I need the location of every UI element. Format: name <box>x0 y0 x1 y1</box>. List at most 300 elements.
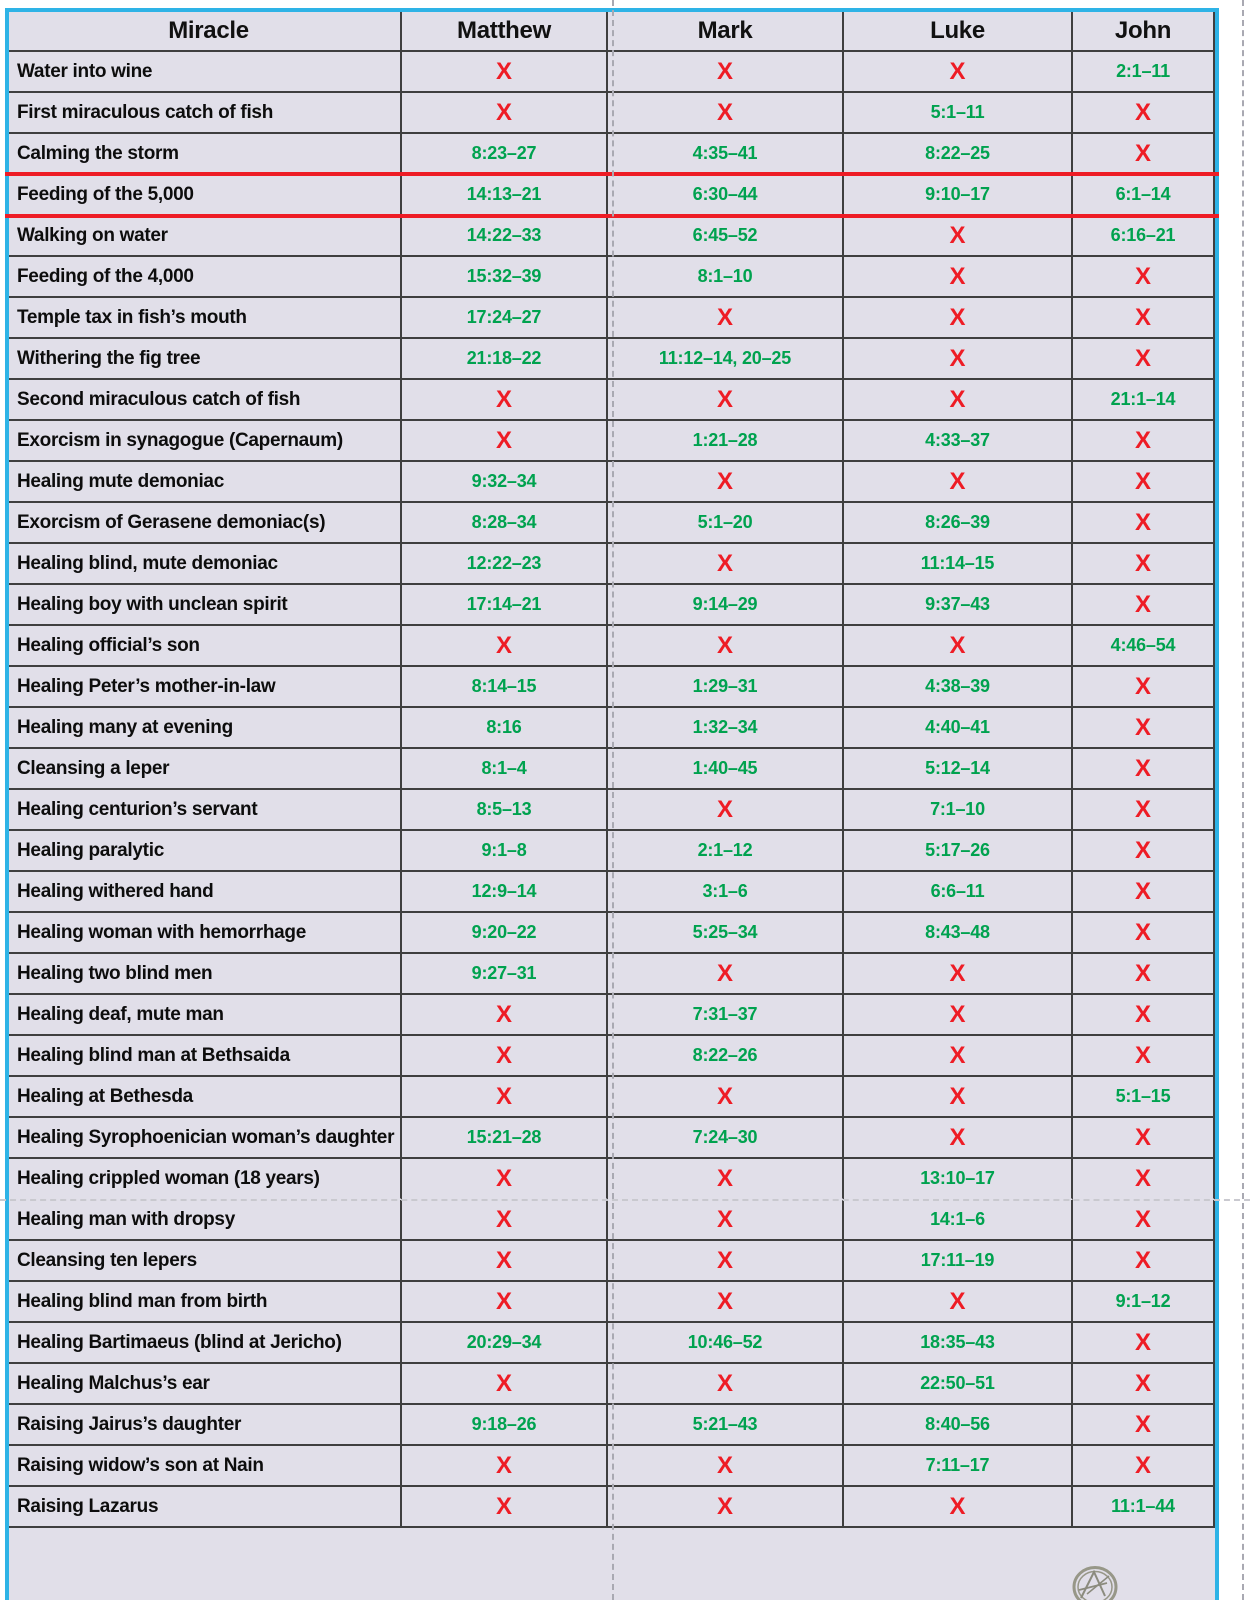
scripture-reference: 15:21–28 <box>466 1127 542 1147</box>
absent-x-mark: X <box>495 1287 512 1315</box>
gospel-cell-luke <box>844 52 1073 93</box>
column-header-john: John <box>1073 12 1215 52</box>
scripture-reference: 21:1–14 <box>1110 389 1176 409</box>
gospel-cell-mark <box>608 831 844 872</box>
gospel-cell-luke <box>844 1159 1073 1200</box>
column-header-mark: Mark <box>608 12 844 52</box>
miracle-label: Cleansing ten lepers <box>17 1249 197 1271</box>
gospel-cell-mark <box>608 1077 844 1118</box>
absent-x-mark: X <box>1134 139 1151 167</box>
gospel-cell-john <box>1073 995 1215 1036</box>
miracle-cell <box>9 790 402 831</box>
absent-x-mark: X <box>495 1451 512 1479</box>
absent-x-mark: X <box>716 1246 733 1274</box>
absent-x-mark: X <box>495 1082 512 1110</box>
gospel-cell-luke <box>844 462 1073 503</box>
gospel-cell-luke <box>844 421 1073 462</box>
miracle-label: Calming the storm <box>17 142 179 164</box>
scripture-reference: 8:28–34 <box>471 512 537 532</box>
gospel-cell-matthew <box>402 1364 608 1405</box>
absent-x-mark: X <box>495 1205 512 1233</box>
absent-x-mark: X <box>495 385 512 413</box>
gospel-cell-luke <box>844 544 1073 585</box>
absent-x-mark: X <box>1134 1246 1151 1274</box>
absent-x-mark: X <box>949 1123 966 1151</box>
gospel-cell-luke <box>844 1323 1073 1364</box>
gospel-cell-mark <box>608 585 844 626</box>
absent-x-mark: X <box>949 344 966 372</box>
miracle-cell <box>9 339 402 380</box>
scripture-reference: 4:33–37 <box>925 430 990 450</box>
gospel-cell-john <box>1073 585 1215 626</box>
gospel-cell-luke <box>844 134 1073 175</box>
scripture-reference: 14:22–33 <box>466 225 542 245</box>
gospel-cell-matthew <box>402 995 608 1036</box>
gospel-cell-mark <box>608 749 844 790</box>
scripture-reference: 9:14–29 <box>692 594 758 614</box>
miracle-cell <box>9 380 402 421</box>
miracle-cell <box>9 708 402 749</box>
gospel-cell-mark <box>608 134 844 175</box>
gospel-cell-matthew <box>402 1118 608 1159</box>
miracle-cell <box>9 52 402 93</box>
scripture-reference: 2:1–12 <box>697 840 753 860</box>
gospel-cell-mark <box>608 708 844 749</box>
absent-x-mark: X <box>495 57 512 85</box>
absent-x-mark: X <box>949 1492 966 1520</box>
vertical-dashed-guide-right <box>1242 0 1244 1600</box>
gospel-cell-matthew <box>402 872 608 913</box>
gospel-cell-john <box>1073 1487 1215 1528</box>
absent-x-mark: X <box>716 98 733 126</box>
gospel-cell-luke <box>844 1405 1073 1446</box>
miracle-label: First miraculous catch of fish <box>17 101 273 123</box>
absent-x-mark: X <box>949 1082 966 1110</box>
miracle-cell <box>9 1241 402 1282</box>
gospel-cell-john <box>1073 1159 1215 1200</box>
miracle-cell <box>9 175 402 216</box>
scripture-reference: 8:22–25 <box>925 143 990 163</box>
miracle-label: Healing blind man at Bethsaida <box>17 1044 290 1066</box>
miracle-label: Raising Jairus’s daughter <box>17 1413 242 1435</box>
gospel-cell-luke <box>844 790 1073 831</box>
scripture-reference: 8:5–13 <box>476 799 532 819</box>
absent-x-mark: X <box>716 1451 733 1479</box>
miracle-cell <box>9 1077 402 1118</box>
miracle-label: Healing blind man from birth <box>17 1290 268 1312</box>
absent-x-mark: X <box>1134 1369 1151 1397</box>
absent-x-mark: X <box>1134 754 1151 782</box>
gospel-cell-luke <box>844 175 1073 216</box>
absent-x-mark: X <box>716 1492 733 1520</box>
scripture-reference: 5:1–20 <box>697 512 753 532</box>
miracle-cell <box>9 421 402 462</box>
gospel-cell-mark <box>608 913 844 954</box>
gospel-cell-matthew <box>402 708 608 749</box>
gospel-cell-john <box>1073 93 1215 134</box>
absent-x-mark: X <box>1134 1123 1151 1151</box>
miracle-label: Feeding of the 4,000 <box>17 265 194 287</box>
miracle-label: Healing man with dropsy <box>17 1208 235 1230</box>
miracle-cell <box>9 134 402 175</box>
scripture-reference: 15:32–39 <box>466 266 542 286</box>
gospel-cell-luke <box>844 339 1073 380</box>
miracle-cell <box>9 216 402 257</box>
miracle-cell <box>9 544 402 585</box>
absent-x-mark: X <box>949 385 966 413</box>
miracle-label: Healing at Bethesda <box>17 1085 193 1107</box>
absent-x-mark: X <box>1134 795 1151 823</box>
absent-x-mark: X <box>1134 1041 1151 1069</box>
absent-x-mark: X <box>716 1287 733 1315</box>
scripture-reference: 17:14–21 <box>466 594 542 614</box>
scripture-reference: 4:46–54 <box>1110 635 1176 655</box>
absent-x-mark: X <box>1134 672 1151 700</box>
miracle-cell <box>9 585 402 626</box>
gospel-cell-matthew <box>402 1282 608 1323</box>
miracle-cell <box>9 93 402 134</box>
scripture-reference: 7:1–10 <box>930 799 985 819</box>
gospel-cell-luke <box>844 626 1073 667</box>
scripture-reference: 2:1–11 <box>1116 61 1170 81</box>
gospel-cell-luke <box>844 1282 1073 1323</box>
gospel-cell-matthew <box>402 52 608 93</box>
gospel-cell-john <box>1073 134 1215 175</box>
scripture-reference: 11:12–14, 20–25 <box>658 348 792 368</box>
miracle-cell <box>9 1405 402 1446</box>
gospel-cell-john <box>1073 52 1215 93</box>
absent-x-mark: X <box>716 1205 733 1233</box>
gospel-cell-mark <box>608 1159 844 1200</box>
gospel-cell-luke <box>844 954 1073 995</box>
absent-x-mark: X <box>716 1082 733 1110</box>
gospel-cell-mark <box>608 216 844 257</box>
absent-x-mark: X <box>1134 426 1151 454</box>
scripture-reference: 1:29–31 <box>692 676 758 696</box>
gospel-cell-mark <box>608 1118 844 1159</box>
absent-x-mark: X <box>949 57 966 85</box>
gospel-cell-mark <box>608 1323 844 1364</box>
scripture-reference: 11:14–15 <box>920 553 995 573</box>
gospel-cell-matthew <box>402 667 608 708</box>
miracle-label: Healing Bartimaeus (blind at Jericho) <box>17 1331 342 1353</box>
gospel-cell-john <box>1073 339 1215 380</box>
absent-x-mark: X <box>495 1041 512 1069</box>
gospel-cell-mark <box>608 1241 844 1282</box>
gospel-cell-mark <box>608 954 844 995</box>
column-header-matthew: Matthew <box>402 12 608 52</box>
miracle-label: Feeding of the 5,000 <box>17 183 194 205</box>
miracle-label: Healing Malchus’s ear <box>17 1372 210 1394</box>
gospel-cell-luke <box>844 585 1073 626</box>
scripture-reference: 14:1–6 <box>930 1209 985 1229</box>
gospel-cell-mark <box>608 790 844 831</box>
absent-x-mark: X <box>1134 1451 1151 1479</box>
miracle-label: Raising Lazarus <box>17 1495 159 1517</box>
scripture-reference: 9:1–8 <box>481 840 527 860</box>
miracle-label: Healing withered hand <box>17 880 214 902</box>
scripture-reference: 6:6–11 <box>930 881 985 901</box>
gospel-cell-john <box>1073 503 1215 544</box>
scripture-reference: 8:43–48 <box>925 922 990 942</box>
gospel-cell-john <box>1073 913 1215 954</box>
gospel-cell-john <box>1073 1118 1215 1159</box>
miracle-label: Healing crippled woman (18 years) <box>17 1167 320 1189</box>
horizontal-dashed-guide <box>0 1199 1250 1201</box>
miracle-label: Cleansing a leper <box>17 757 170 779</box>
miracle-cell <box>9 667 402 708</box>
absent-x-mark: X <box>716 631 733 659</box>
gospel-cell-matthew <box>402 1323 608 1364</box>
scripture-reference: 6:16–21 <box>1110 225 1176 245</box>
gospel-cell-john <box>1073 954 1215 995</box>
miracle-label: Healing Syrophoenician woman’s daughter <box>17 1126 395 1148</box>
miracle-label: Healing many at evening <box>17 716 233 738</box>
gospel-cell-mark <box>608 995 844 1036</box>
scripture-reference: 8:1–10 <box>697 266 753 286</box>
absent-x-mark: X <box>1134 836 1151 864</box>
absent-x-mark: X <box>1134 1000 1151 1028</box>
gospel-cell-john <box>1073 1200 1215 1241</box>
absent-x-mark: X <box>949 1041 966 1069</box>
scripture-reference: 1:40–45 <box>692 758 758 778</box>
gospel-cell-matthew <box>402 134 608 175</box>
scripture-reference: 17:11–19 <box>920 1250 995 1270</box>
scripture-reference: 21:18–22 <box>466 348 542 368</box>
absent-x-mark: X <box>716 57 733 85</box>
absent-x-mark: X <box>1134 918 1151 946</box>
gospel-cell-mark <box>608 667 844 708</box>
column-header-miracle: Miracle <box>9 12 402 52</box>
scripture-reference: 8:40–56 <box>925 1414 990 1434</box>
gospel-cell-mark <box>608 1446 844 1487</box>
miracle-cell <box>9 1487 402 1528</box>
scripture-reference: 9:37–43 <box>925 594 990 614</box>
miracle-cell <box>9 872 402 913</box>
miracle-label: Withering the fig tree <box>17 347 201 369</box>
gospel-cell-mark <box>608 421 844 462</box>
gospel-cell-matthew <box>402 1241 608 1282</box>
gospel-cell-luke <box>844 503 1073 544</box>
gospel-cell-matthew <box>402 339 608 380</box>
absent-x-mark: X <box>1134 1410 1151 1438</box>
scripture-reference: 8:14–15 <box>471 676 537 696</box>
absent-x-mark: X <box>1134 713 1151 741</box>
gospel-cell-john <box>1073 298 1215 339</box>
gospel-cell-luke <box>844 872 1073 913</box>
scripture-reference: 7:31–37 <box>692 1004 758 1024</box>
miracle-cell <box>9 462 402 503</box>
gospel-cell-matthew <box>402 1200 608 1241</box>
gospel-cell-john <box>1073 257 1215 298</box>
scripture-reference: 22:50–51 <box>920 1373 995 1393</box>
scripture-reference: 14:13–21 <box>466 184 542 204</box>
vertical-dashed-guide-left <box>612 0 614 1600</box>
gospel-cell-john <box>1073 708 1215 749</box>
gospel-cell-matthew <box>402 585 608 626</box>
miracle-label: Healing mute demoniac <box>17 470 224 492</box>
miracle-label: Temple tax in fish’s mouth <box>17 306 247 328</box>
scripture-reference: 5:25–34 <box>692 922 758 942</box>
gospel-cell-matthew <box>402 421 608 462</box>
absent-x-mark: X <box>1134 262 1151 290</box>
scripture-reference: 5:1–11 <box>930 102 985 122</box>
absent-x-mark: X <box>716 1164 733 1192</box>
gospel-cell-matthew <box>402 1405 608 1446</box>
gospel-cell-luke <box>844 257 1073 298</box>
scripture-reference: 1:21–28 <box>692 430 758 450</box>
miracle-cell <box>9 1446 402 1487</box>
gospel-cell-mark <box>608 1282 844 1323</box>
gospel-cell-luke <box>844 1200 1073 1241</box>
scripture-reference: 6:30–44 <box>692 184 758 204</box>
absent-x-mark: X <box>1134 549 1151 577</box>
gospel-cell-matthew <box>402 93 608 134</box>
gospel-cell-john <box>1073 216 1215 257</box>
scripture-reference: 3:1–6 <box>702 881 748 901</box>
absent-x-mark: X <box>949 303 966 331</box>
miracle-label: Healing two blind men <box>17 962 213 984</box>
gospel-cell-john <box>1073 1323 1215 1364</box>
absent-x-mark: X <box>495 426 512 454</box>
gospel-cell-luke <box>844 380 1073 421</box>
gospel-cell-matthew <box>402 1159 608 1200</box>
scripture-reference: 17:24–27 <box>466 307 542 327</box>
gospel-cell-luke <box>844 1036 1073 1077</box>
miracle-cell <box>9 1159 402 1200</box>
scripture-reference: 9:27–31 <box>471 963 537 983</box>
column-header-luke: Luke <box>844 12 1073 52</box>
absent-x-mark: X <box>716 1369 733 1397</box>
gospel-cell-mark <box>608 1036 844 1077</box>
gospel-cell-matthew <box>402 1446 608 1487</box>
miracle-cell <box>9 1364 402 1405</box>
gospel-cell-mark <box>608 1405 844 1446</box>
gospel-cell-john <box>1073 1405 1215 1446</box>
scripture-reference: 9:10–17 <box>925 184 990 204</box>
gospel-cell-john <box>1073 1036 1215 1077</box>
gospel-cell-luke <box>844 995 1073 1036</box>
miracle-cell <box>9 1200 402 1241</box>
absent-x-mark: X <box>949 631 966 659</box>
miracle-cell <box>9 831 402 872</box>
miracle-label: Healing Peter’s mother-in-law <box>17 675 276 697</box>
absent-x-mark: X <box>1134 590 1151 618</box>
gospel-cell-mark <box>608 175 844 216</box>
absent-x-mark: X <box>495 1369 512 1397</box>
gospel-cell-luke <box>844 667 1073 708</box>
watermark-logo <box>1067 1566 1123 1600</box>
gospel-cell-luke <box>844 913 1073 954</box>
miracle-label: Healing paralytic <box>17 839 164 861</box>
absent-x-mark: X <box>495 1492 512 1520</box>
miracle-label: Healing woman with hemorrhage <box>17 921 307 943</box>
gospel-cell-mark <box>608 298 844 339</box>
absent-x-mark: X <box>716 385 733 413</box>
absent-x-mark: X <box>716 303 733 331</box>
absent-x-mark: X <box>716 795 733 823</box>
scripture-reference: 9:20–22 <box>471 922 537 942</box>
gospel-cell-john <box>1073 1364 1215 1405</box>
gospel-cell-luke <box>844 708 1073 749</box>
gospel-cell-matthew <box>402 380 608 421</box>
scripture-reference: 8:16 <box>486 717 522 737</box>
miracle-cell <box>9 749 402 790</box>
absent-x-mark: X <box>949 1000 966 1028</box>
scripture-reference: 10:46–52 <box>687 1332 763 1352</box>
gospel-cell-luke <box>844 831 1073 872</box>
scripture-reference: 9:32–34 <box>471 471 537 491</box>
absent-x-mark: X <box>716 959 733 987</box>
scripture-reference: 8:22–26 <box>692 1045 758 1065</box>
miracle-label: Walking on water <box>17 224 168 246</box>
gospel-cell-john <box>1073 790 1215 831</box>
miracle-label: Second miraculous catch of fish <box>17 388 301 410</box>
gospel-cell-john <box>1073 544 1215 585</box>
scripture-reference: 4:38–39 <box>925 676 990 696</box>
miracle-cell <box>9 626 402 667</box>
scripture-reference: 6:1–14 <box>1115 184 1171 204</box>
gospel-cell-matthew <box>402 1036 608 1077</box>
absent-x-mark: X <box>1134 959 1151 987</box>
gospel-cell-matthew <box>402 175 608 216</box>
gospel-cell-john <box>1073 1446 1215 1487</box>
scripture-reference: 11:1–44 <box>1111 1496 1175 1516</box>
gospel-cell-john <box>1073 1241 1215 1282</box>
miracle-cell <box>9 1118 402 1159</box>
scripture-reference: 1:32–34 <box>692 717 758 737</box>
gospel-cell-matthew <box>402 462 608 503</box>
scripture-reference: 5:17–26 <box>925 840 990 860</box>
gospel-cell-mark <box>608 93 844 134</box>
scripture-reference: 4:40–41 <box>925 717 990 737</box>
scripture-reference: 8:1–4 <box>481 758 527 778</box>
gospel-cell-luke <box>844 93 1073 134</box>
absent-x-mark: X <box>1134 1205 1151 1233</box>
miracle-label: Healing centurion’s servant <box>17 798 258 820</box>
scripture-reference: 9:1–12 <box>1115 1291 1171 1311</box>
gospel-cell-mark <box>608 503 844 544</box>
miracle-label: Water into wine <box>17 60 153 82</box>
scripture-reference: 7:24–30 <box>692 1127 758 1147</box>
miracle-cell <box>9 1036 402 1077</box>
gospel-cell-john <box>1073 749 1215 790</box>
gospel-cell-luke <box>844 1077 1073 1118</box>
miracle-label: Raising widow’s son at Nain <box>17 1454 264 1476</box>
scripture-reference: 8:23–27 <box>471 143 537 163</box>
gospel-cell-luke <box>844 1118 1073 1159</box>
absent-x-mark: X <box>949 1287 966 1315</box>
gospel-cell-john <box>1073 872 1215 913</box>
gospel-cell-john <box>1073 380 1215 421</box>
absent-x-mark: X <box>495 98 512 126</box>
gospel-cell-john <box>1073 175 1215 216</box>
scripture-reference: 9:18–26 <box>471 1414 537 1434</box>
gospel-cell-mark <box>608 257 844 298</box>
gospel-cell-mark <box>608 1364 844 1405</box>
absent-x-mark: X <box>949 262 966 290</box>
gospel-cell-matthew <box>402 216 608 257</box>
gospel-cell-matthew <box>402 626 608 667</box>
absent-x-mark: X <box>949 959 966 987</box>
gospel-cell-luke <box>844 1364 1073 1405</box>
scripture-reference: 5:1–15 <box>1115 1086 1171 1106</box>
scripture-reference: 7:11–17 <box>925 1455 990 1475</box>
gospel-cell-mark <box>608 380 844 421</box>
gospel-cell-mark <box>608 626 844 667</box>
scripture-reference: 18:35–43 <box>920 1332 995 1352</box>
scripture-reference: 5:12–14 <box>925 758 990 778</box>
